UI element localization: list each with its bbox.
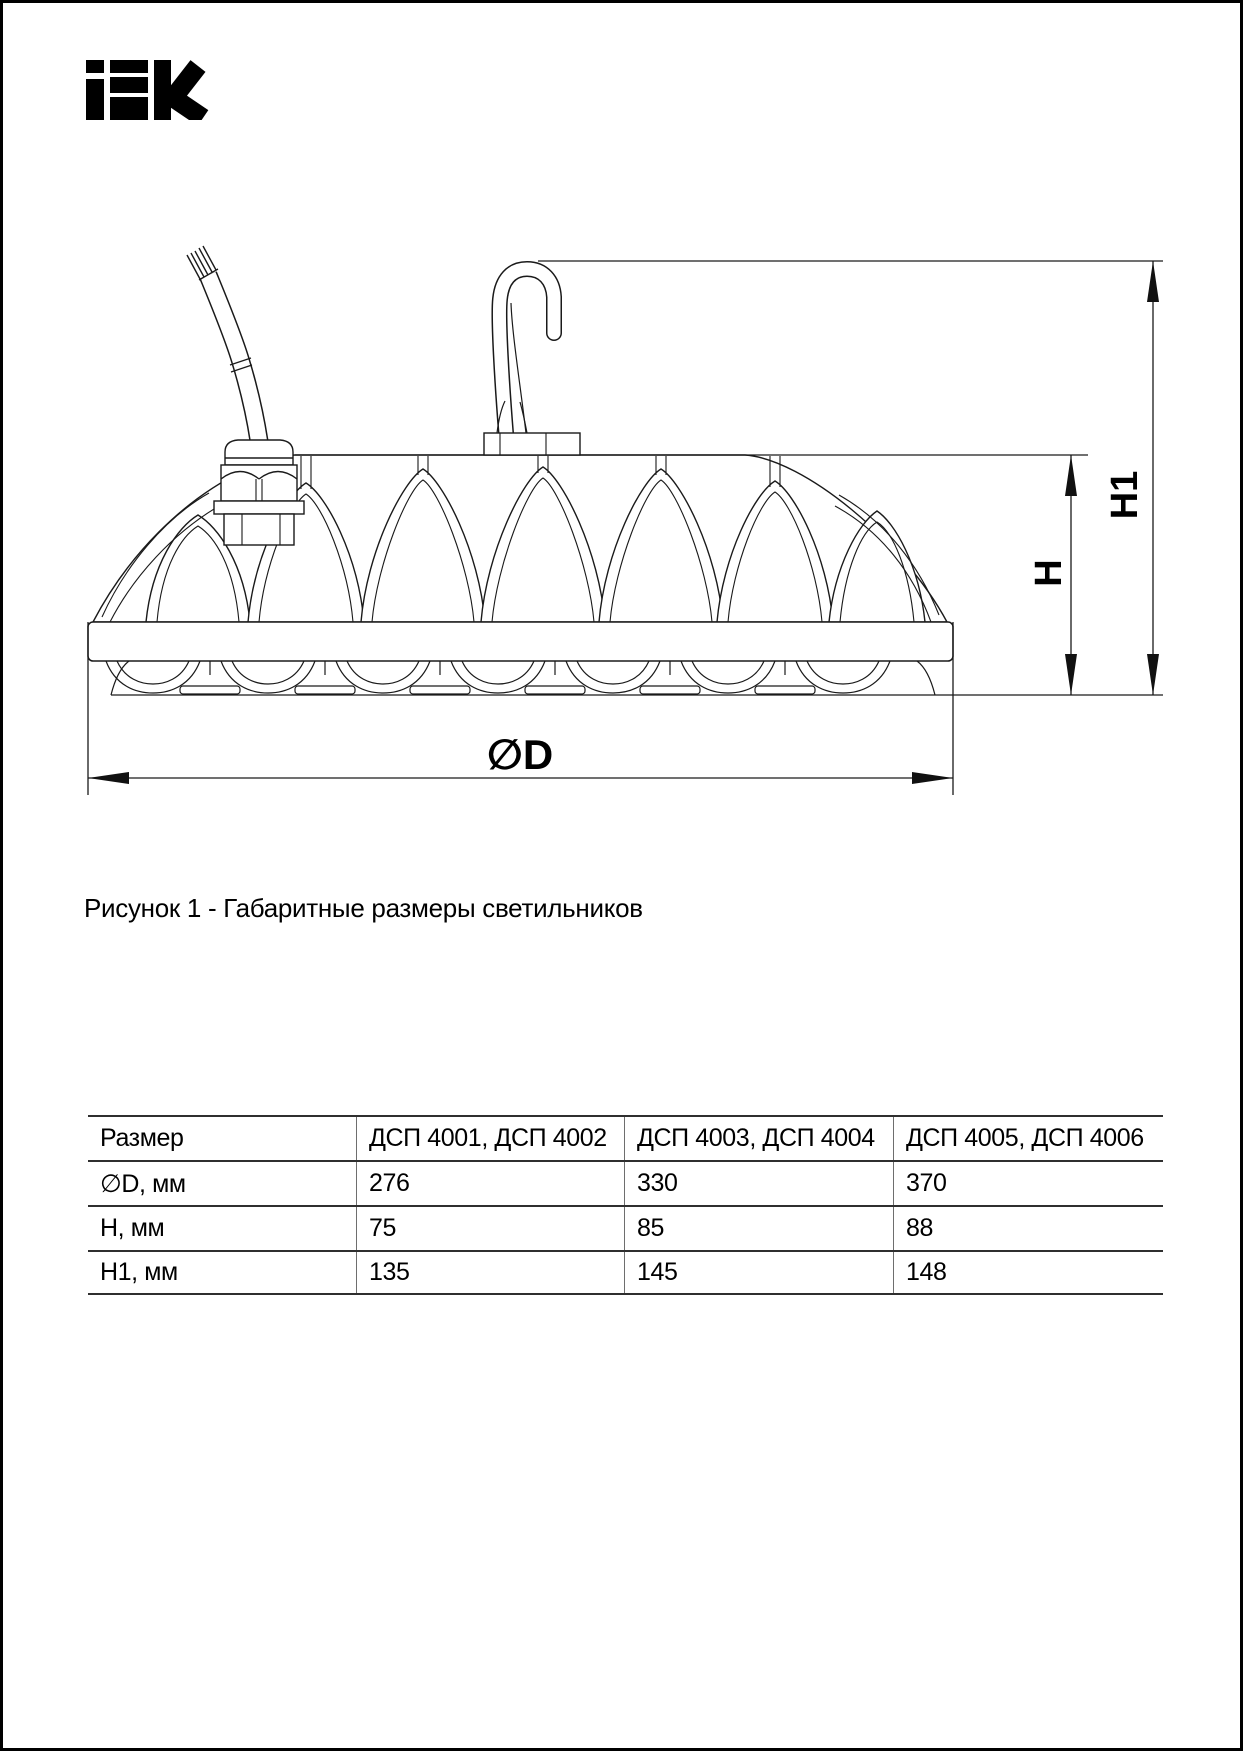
row-label: H, мм: [100, 1214, 165, 1242]
column-header: ДСП 4005, ДСП 4006: [893, 1117, 1163, 1160]
cell-value: 330: [624, 1162, 893, 1205]
dim-label-h: H: [1028, 559, 1070, 587]
row-label: H1, мм: [100, 1258, 178, 1286]
cell-value: 276: [356, 1162, 624, 1205]
lower-fins: [106, 661, 935, 695]
column-header: ДСП 4001, ДСП 4002: [356, 1117, 624, 1160]
hook-boss: [484, 433, 580, 455]
cell-value: 145: [624, 1252, 893, 1293]
dimension-d: [88, 731, 953, 784]
dimension-h: [1028, 455, 1077, 695]
arrow-left-icon: [88, 772, 129, 784]
arrow-down-icon: [1065, 654, 1077, 695]
arrow-up-icon: [1147, 261, 1159, 302]
suspension-hook: [484, 269, 580, 455]
cell-value: 75: [356, 1207, 624, 1250]
row-label: ∅D, мм: [100, 1169, 186, 1198]
cable-gland: [214, 440, 304, 545]
table-header-row: [88, 1115, 1163, 1160]
cell-value: 370: [893, 1162, 1163, 1205]
luminaire-dimension-drawing: [3, 3, 1243, 833]
column-header: Размер: [100, 1124, 184, 1152]
table-row: [88, 1250, 1163, 1295]
cell-value: 135: [356, 1252, 624, 1293]
arrow-right-icon: [912, 772, 953, 784]
dim-label-h1: H1: [1104, 470, 1146, 520]
figure-caption: Рисунок 1 - Габаритные размеры светильников: [84, 893, 643, 923]
cell-value: 85: [624, 1207, 893, 1250]
cell-value: 88: [893, 1207, 1163, 1250]
rim-band: [88, 622, 953, 661]
arrow-down-icon: [1147, 654, 1159, 695]
arrow-up-icon: [1065, 455, 1077, 496]
column-header: ДСП 4003, ДСП 4004: [624, 1117, 893, 1160]
table-row: [88, 1205, 1163, 1250]
dim-label-d: ∅D: [486, 731, 554, 778]
dimensions-table: [88, 1115, 1163, 1295]
dimension-h1: [1104, 261, 1159, 695]
table-row: [88, 1160, 1163, 1205]
cell-value: 148: [893, 1252, 1163, 1293]
supply-cable: [187, 246, 259, 441]
